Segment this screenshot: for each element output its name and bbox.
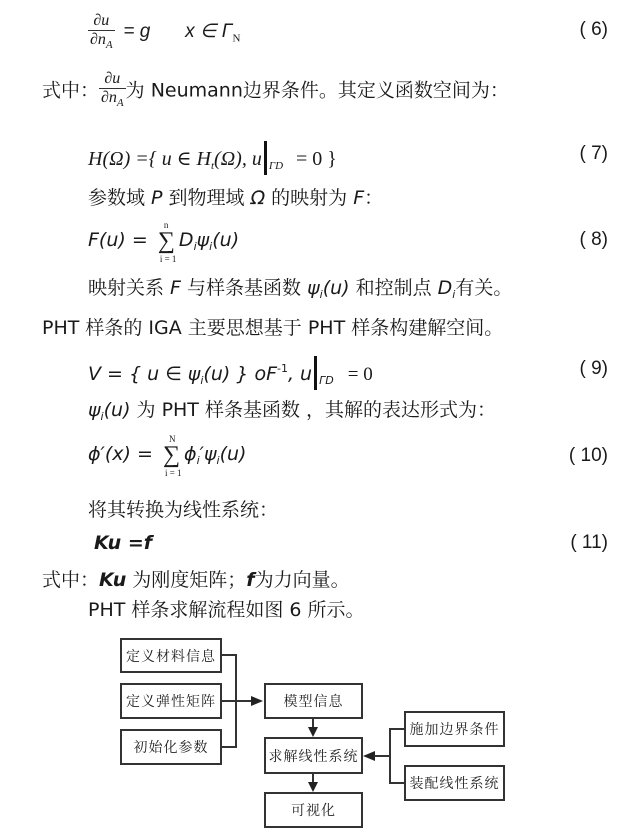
text-part: 到物理域 xyxy=(162,187,251,209)
connector-line xyxy=(222,700,252,702)
equation-number-7: ( 7) xyxy=(579,143,608,164)
partial-derivative-fraction xyxy=(88,12,115,54)
flowchart-caption-text: PHT 样条求解流程如图 6 所示。 xyxy=(88,599,365,621)
eq10-arg: (u) xyxy=(219,443,247,465)
arrow-down-icon xyxy=(308,782,318,792)
mapping-relation-text xyxy=(88,276,512,307)
symbol-omega: Ω xyxy=(250,187,266,209)
eq10-phi-subscript: i xyxy=(196,454,200,467)
summation-symbol: ∑ n i = 1 xyxy=(157,219,177,264)
eq9-subscript-gamma-d: ΓD xyxy=(319,374,334,387)
equation-8 xyxy=(88,219,240,264)
equation-9 xyxy=(88,356,373,393)
eq10-phi: ϕ xyxy=(184,443,197,465)
sum-lower-limit: i = 1 xyxy=(164,467,182,478)
equation-11: Ku =f xyxy=(94,532,153,554)
restriction-bar xyxy=(314,356,317,390)
stiffness-definition-text xyxy=(42,568,350,592)
eq8-d-subscript: i xyxy=(193,240,197,253)
text-prefix: 式中： xyxy=(42,79,100,102)
equation-number-6: ( 6) xyxy=(579,19,608,40)
eq8-lhs: F(u) = xyxy=(88,229,148,251)
equation-number-9: ( 9) xyxy=(579,358,608,379)
equation-6 xyxy=(88,12,241,54)
domain-subscript: N xyxy=(232,32,241,45)
symbol-f: F xyxy=(353,187,365,209)
connector-line xyxy=(389,782,404,784)
pht-iga-text: PHT 样条的 IGA 主要思想基于 PHT 样条构建解空间。 xyxy=(42,317,504,339)
eq9-lhs: V = { u ∈ ψ xyxy=(88,363,201,385)
equation-number-10: ( 10) xyxy=(568,445,608,466)
eq10-lhs: ϕ′(x) = xyxy=(88,443,153,465)
mapping-intro-text xyxy=(88,186,383,210)
symbol-f: F xyxy=(170,277,181,299)
psi-arg: (u) xyxy=(322,277,350,299)
text-part: 和控制点 xyxy=(349,277,438,299)
denominator-subscript: A xyxy=(116,97,124,109)
equation-rhs: = g xyxy=(123,21,151,43)
flow-box-visualize: 可视化 xyxy=(264,792,363,828)
neumann-definition-text xyxy=(42,70,509,112)
text-part: 的映射为 xyxy=(265,187,354,209)
partial-derivative-fraction xyxy=(99,70,126,112)
eq8-psi: ψ xyxy=(196,229,210,251)
arrow-right-icon xyxy=(251,696,263,706)
connector-line xyxy=(312,774,314,782)
flow-box-solve-linear-system: 求解线性系统 xyxy=(264,737,363,774)
equation-10 xyxy=(88,433,247,478)
connector-line xyxy=(312,719,314,727)
flow-box-apply-boundary: 施加边界条件 xyxy=(404,711,505,747)
fraction-numerator: ∂u xyxy=(93,12,110,29)
text-part: 为刚度矩阵； xyxy=(126,569,247,591)
eq9-subscript-i: i xyxy=(200,374,204,387)
text-suffix: 为 Neumann边界条件。其定义函数空间为： xyxy=(125,79,509,102)
text-part: 式中： xyxy=(42,569,100,591)
flow-box-assemble-system: 装配线性系统 xyxy=(404,765,505,801)
denominator-text: ∂n xyxy=(101,89,117,106)
eq7-rhs: = 0 } xyxy=(296,148,337,170)
symbol-psi: ψ xyxy=(307,277,320,299)
eq10-psi-subscript: i xyxy=(216,454,220,467)
eq9-superscript: -1 xyxy=(277,362,288,375)
restriction-bar xyxy=(264,141,267,175)
flow-box-init-params: 初始化参数 xyxy=(120,729,222,765)
eq7-lhs: H(Ω) ={ u ∈ H xyxy=(88,148,211,170)
equation-number-11: ( 11) xyxy=(570,532,608,553)
linear-system-intro: 将其转换为线性系统： xyxy=(88,499,279,521)
basis-function-text xyxy=(88,398,496,429)
eq8-arg: (u) xyxy=(212,229,240,251)
symbol-p: P xyxy=(151,187,163,209)
equation-7 xyxy=(88,141,337,178)
psi-arg: (u) xyxy=(103,399,131,421)
text-part: 映射关系 xyxy=(88,277,171,299)
connector-line xyxy=(374,755,390,757)
sum-lower-limit: i = 1 xyxy=(159,253,177,264)
flow-box-model-info: 模型信息 xyxy=(264,683,363,719)
denominator-subscript: A xyxy=(105,39,113,51)
eq9-middle-2: , u xyxy=(287,363,313,385)
flow-box-define-elastic-matrix: 定义弹性矩阵 xyxy=(120,683,222,719)
eq7-middle: (Ω), u xyxy=(214,148,262,170)
text-part: 为力向量。 xyxy=(254,569,350,591)
arrow-down-icon xyxy=(308,727,318,737)
eq7-subscript-gamma-d: ΓD xyxy=(268,160,284,172)
eq9-rhs: = 0 xyxy=(347,364,373,385)
eq9-middle: (u) } oF xyxy=(203,363,277,385)
psi-subscript: i xyxy=(319,288,323,301)
text-part: 参数域 xyxy=(88,187,152,209)
fraction-denominator xyxy=(99,88,126,112)
psi-subscript: i xyxy=(100,410,104,423)
symbol-ku: Ku xyxy=(99,569,127,591)
sum-upper-limit: N xyxy=(168,433,176,444)
summation-symbol: ∑ N i = 1 xyxy=(162,433,182,478)
eq8-psi-subscript: i xyxy=(209,240,213,253)
connector-line xyxy=(389,728,391,783)
eq8-d: D xyxy=(178,229,194,251)
eq10-psi: ′ψ xyxy=(199,443,217,465)
sum-upper-limit: n xyxy=(163,219,169,230)
symbol-psi: ψ xyxy=(88,399,101,421)
eq7-subscript-t: t xyxy=(210,160,215,172)
fraction-numerator: ∂u xyxy=(104,70,121,87)
fraction-denominator xyxy=(88,30,115,54)
denominator-text: ∂n xyxy=(90,31,106,48)
text-part: 与样条基函数 xyxy=(180,277,308,299)
symbol-f: f xyxy=(246,569,255,591)
symbol-d: D xyxy=(437,277,453,299)
text-part: 有关。 xyxy=(455,277,513,299)
text-part: ： xyxy=(364,187,384,209)
connector-line xyxy=(222,654,236,656)
flow-box-define-material: 定义材料信息 xyxy=(120,638,222,673)
equation-number-8: ( 8) xyxy=(579,229,608,250)
domain-condition: x ∈ Γ xyxy=(185,21,233,43)
d-subscript: i xyxy=(452,288,456,301)
text-part: 为 PHT 样条基函数 ，其解的表达形式为： xyxy=(130,399,496,421)
connector-line xyxy=(389,728,404,730)
connector-line xyxy=(222,746,236,748)
